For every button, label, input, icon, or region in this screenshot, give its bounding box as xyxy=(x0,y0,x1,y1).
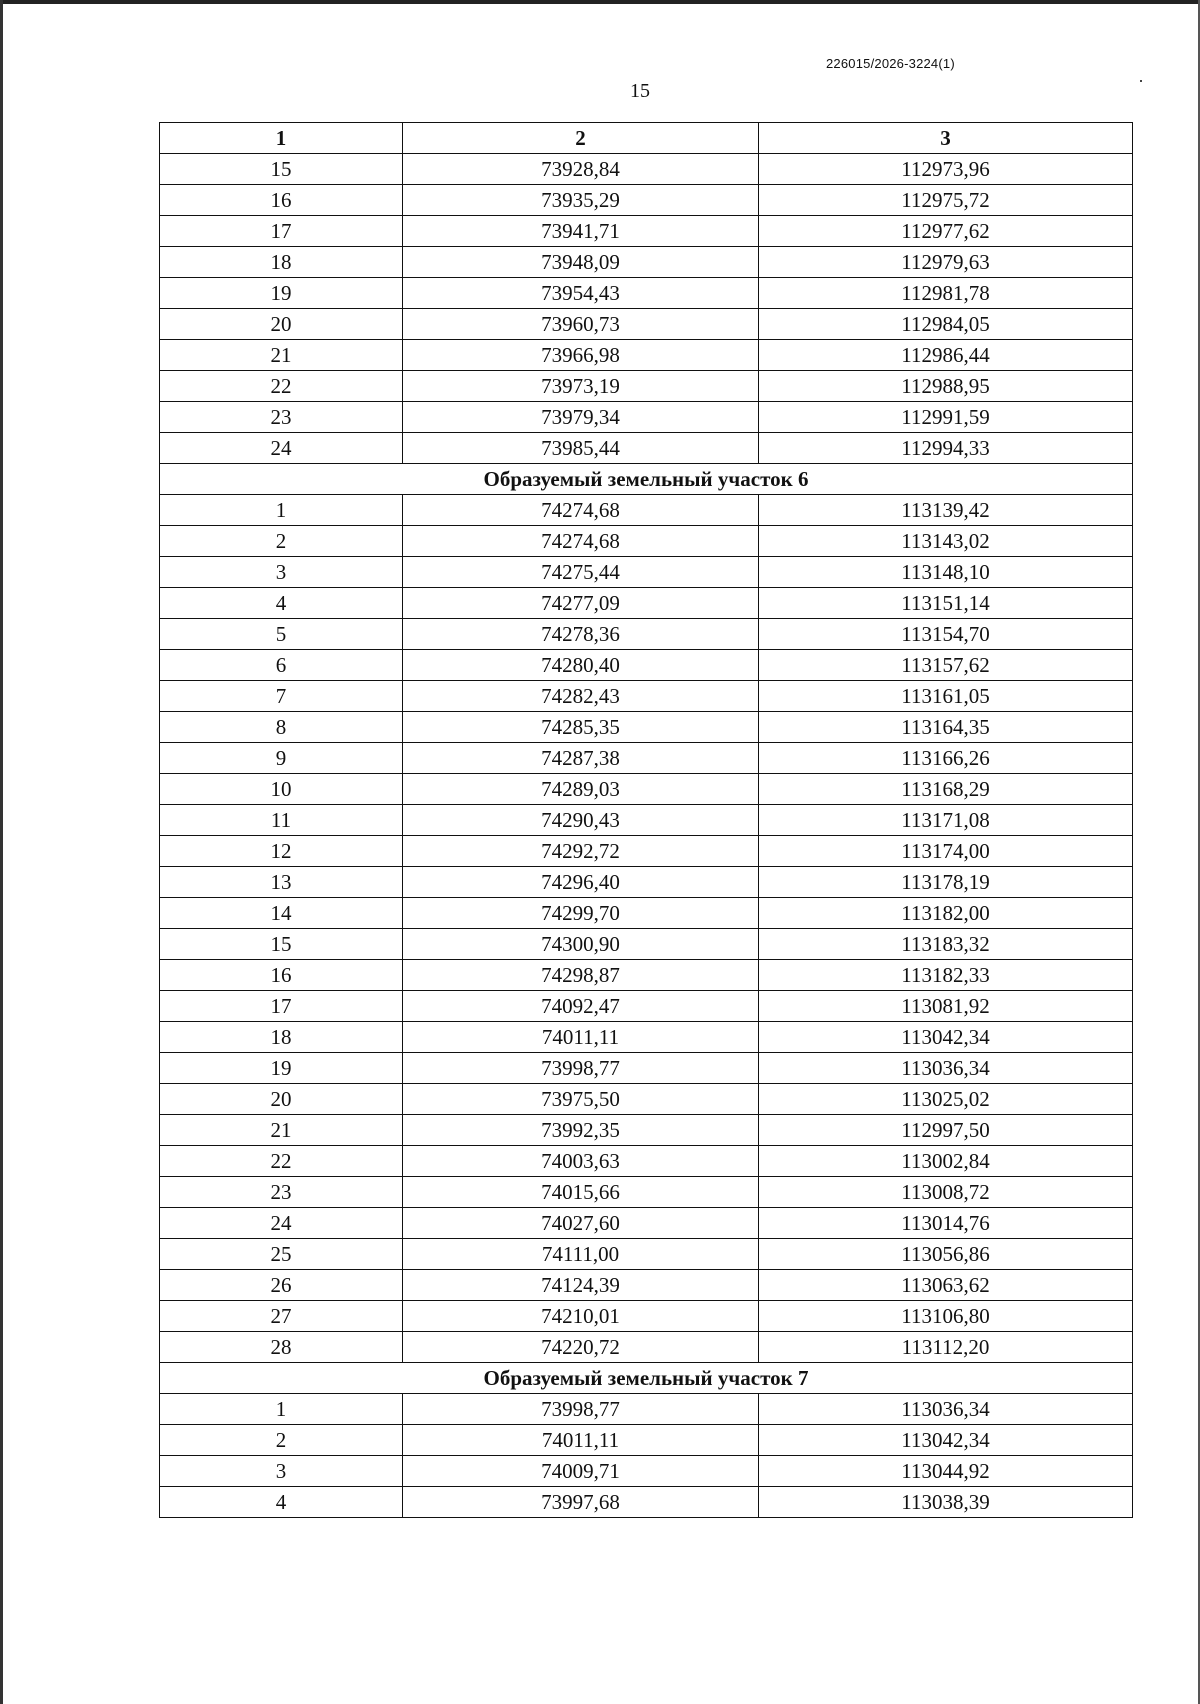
table-row xyxy=(160,588,1133,619)
y-coordinate-cell: 113157,62 xyxy=(759,650,1133,681)
table-row xyxy=(160,1053,1133,1084)
table-row xyxy=(160,309,1133,340)
table-row xyxy=(160,371,1133,402)
x-coordinate-cell: 74274,68 xyxy=(403,526,759,557)
page-number: 15 xyxy=(630,80,650,102)
section-title: Образуемый земельный участок 6 xyxy=(160,464,1133,495)
point-number-cell: 16 xyxy=(160,960,403,991)
x-coordinate-cell: 74275,44 xyxy=(403,557,759,588)
table-row xyxy=(160,340,1133,371)
table-row xyxy=(160,619,1133,650)
table-row xyxy=(160,1456,1133,1487)
y-coordinate-cell: 113148,10 xyxy=(759,557,1133,588)
x-coordinate-cell: 74009,71 xyxy=(403,1456,759,1487)
scan-edge-left xyxy=(0,0,3,1704)
point-number-cell: 23 xyxy=(160,402,403,433)
point-number-cell: 21 xyxy=(160,1115,403,1146)
y-coordinate-cell: 113183,32 xyxy=(759,929,1133,960)
x-coordinate-cell: 74298,87 xyxy=(403,960,759,991)
point-number-cell: 9 xyxy=(160,743,403,774)
y-coordinate-cell: 113025,02 xyxy=(759,1084,1133,1115)
x-coordinate-cell: 74011,11 xyxy=(403,1022,759,1053)
table-header-row xyxy=(160,123,1133,154)
point-number-cell: 20 xyxy=(160,309,403,340)
x-coordinate-cell: 74290,43 xyxy=(403,805,759,836)
x-coordinate-cell: 74111,00 xyxy=(403,1239,759,1270)
table-row xyxy=(160,712,1133,743)
point-number-cell: 24 xyxy=(160,433,403,464)
y-coordinate-cell: 113166,26 xyxy=(759,743,1133,774)
point-number-cell: 15 xyxy=(160,929,403,960)
table-row xyxy=(160,867,1133,898)
y-coordinate-cell: 112991,59 xyxy=(759,402,1133,433)
point-number-cell: 24 xyxy=(160,1208,403,1239)
x-coordinate-cell: 74287,38 xyxy=(403,743,759,774)
point-number-cell: 11 xyxy=(160,805,403,836)
table-row xyxy=(160,433,1133,464)
table-row xyxy=(160,278,1133,309)
y-coordinate-cell: 113171,08 xyxy=(759,805,1133,836)
table-row xyxy=(160,1487,1133,1518)
table-row xyxy=(160,991,1133,1022)
x-coordinate-cell: 74296,40 xyxy=(403,867,759,898)
point-number-cell: 28 xyxy=(160,1332,403,1363)
point-number-cell: 2 xyxy=(160,526,403,557)
table-row xyxy=(160,216,1133,247)
table-row xyxy=(160,1332,1133,1363)
x-coordinate-cell: 74292,72 xyxy=(403,836,759,867)
y-coordinate-cell: 112973,96 xyxy=(759,154,1133,185)
table-row xyxy=(160,557,1133,588)
table-row xyxy=(160,805,1133,836)
point-number-cell: 1 xyxy=(160,1394,403,1425)
point-number-cell: 17 xyxy=(160,991,403,1022)
point-number-cell: 13 xyxy=(160,867,403,898)
y-coordinate-cell: 112979,63 xyxy=(759,247,1133,278)
y-coordinate-cell: 113154,70 xyxy=(759,619,1133,650)
y-coordinate-cell: 113174,00 xyxy=(759,836,1133,867)
section-row xyxy=(160,464,1133,495)
point-number-cell: 1 xyxy=(160,495,403,526)
point-number-cell: 5 xyxy=(160,619,403,650)
x-coordinate-cell: 73997,68 xyxy=(403,1487,759,1518)
table-row xyxy=(160,836,1133,867)
point-number-cell: 22 xyxy=(160,1146,403,1177)
y-coordinate-cell: 113081,92 xyxy=(759,991,1133,1022)
x-coordinate-cell: 73948,09 xyxy=(403,247,759,278)
y-coordinate-cell: 113042,34 xyxy=(759,1425,1133,1456)
table-row xyxy=(160,1301,1133,1332)
column-header-1: 1 xyxy=(160,123,403,154)
y-coordinate-cell: 113036,34 xyxy=(759,1053,1133,1084)
x-coordinate-cell: 73928,84 xyxy=(403,154,759,185)
y-coordinate-cell: 113164,35 xyxy=(759,712,1133,743)
point-number-cell: 27 xyxy=(160,1301,403,1332)
table-row xyxy=(160,743,1133,774)
table-row xyxy=(160,1394,1133,1425)
x-coordinate-cell: 74092,47 xyxy=(403,991,759,1022)
table-row xyxy=(160,495,1133,526)
y-coordinate-cell: 113178,19 xyxy=(759,867,1133,898)
table-row xyxy=(160,898,1133,929)
table-row xyxy=(160,650,1133,681)
y-coordinate-cell: 113143,02 xyxy=(759,526,1133,557)
y-coordinate-cell: 113038,39 xyxy=(759,1487,1133,1518)
column-header-2: 2 xyxy=(403,123,759,154)
x-coordinate-cell: 74015,66 xyxy=(403,1177,759,1208)
point-number-cell: 6 xyxy=(160,650,403,681)
point-number-cell: 4 xyxy=(160,1487,403,1518)
table-body xyxy=(160,154,1133,1518)
point-number-cell: 19 xyxy=(160,278,403,309)
x-coordinate-cell: 74011,11 xyxy=(403,1425,759,1456)
x-coordinate-cell: 74289,03 xyxy=(403,774,759,805)
x-coordinate-cell: 74278,36 xyxy=(403,619,759,650)
y-coordinate-cell: 113008,72 xyxy=(759,1177,1133,1208)
table-row xyxy=(160,154,1133,185)
y-coordinate-cell: 113106,80 xyxy=(759,1301,1133,1332)
scan-edge-top xyxy=(0,0,1200,4)
y-coordinate-cell: 112994,33 xyxy=(759,433,1133,464)
point-number-cell: 20 xyxy=(160,1084,403,1115)
table-row xyxy=(160,1084,1133,1115)
point-number-cell: 8 xyxy=(160,712,403,743)
y-coordinate-cell: 113112,20 xyxy=(759,1332,1133,1363)
table-row xyxy=(160,929,1133,960)
point-number-cell: 22 xyxy=(160,371,403,402)
point-number-cell: 17 xyxy=(160,216,403,247)
table-row xyxy=(160,247,1133,278)
x-coordinate-cell: 73975,50 xyxy=(403,1084,759,1115)
x-coordinate-cell: 74277,09 xyxy=(403,588,759,619)
table-row xyxy=(160,774,1133,805)
document-number: 226015/2026-3224(1) xyxy=(826,56,955,71)
table-row xyxy=(160,1270,1133,1301)
y-coordinate-cell: 113014,76 xyxy=(759,1208,1133,1239)
table-row xyxy=(160,1115,1133,1146)
section-row xyxy=(160,1363,1133,1394)
x-coordinate-cell: 74210,01 xyxy=(403,1301,759,1332)
point-number-cell: 18 xyxy=(160,1022,403,1053)
x-coordinate-cell: 73973,19 xyxy=(403,371,759,402)
point-number-cell: 26 xyxy=(160,1270,403,1301)
x-coordinate-cell: 74285,35 xyxy=(403,712,759,743)
x-coordinate-cell: 74027,60 xyxy=(403,1208,759,1239)
point-number-cell: 16 xyxy=(160,185,403,216)
y-coordinate-cell: 113002,84 xyxy=(759,1146,1133,1177)
y-coordinate-cell: 113139,42 xyxy=(759,495,1133,526)
y-coordinate-cell: 112977,62 xyxy=(759,216,1133,247)
point-number-cell: 10 xyxy=(160,774,403,805)
y-coordinate-cell: 112981,78 xyxy=(759,278,1133,309)
x-coordinate-cell: 73941,71 xyxy=(403,216,759,247)
table-row xyxy=(160,1239,1133,1270)
x-coordinate-cell: 73985,44 xyxy=(403,433,759,464)
scan-speck xyxy=(1140,80,1142,82)
column-header-3: 3 xyxy=(759,123,1133,154)
y-coordinate-cell: 113168,29 xyxy=(759,774,1133,805)
table-row xyxy=(160,185,1133,216)
table-row xyxy=(160,1146,1133,1177)
y-coordinate-cell: 112984,05 xyxy=(759,309,1133,340)
point-number-cell: 15 xyxy=(160,154,403,185)
point-number-cell: 19 xyxy=(160,1053,403,1084)
table-row xyxy=(160,526,1133,557)
x-coordinate-cell: 74220,72 xyxy=(403,1332,759,1363)
point-number-cell: 4 xyxy=(160,588,403,619)
y-coordinate-cell: 112988,95 xyxy=(759,371,1133,402)
x-coordinate-cell: 73979,34 xyxy=(403,402,759,433)
table-row xyxy=(160,960,1133,991)
point-number-cell: 23 xyxy=(160,1177,403,1208)
x-coordinate-cell: 74003,63 xyxy=(403,1146,759,1177)
point-number-cell: 3 xyxy=(160,1456,403,1487)
point-number-cell: 25 xyxy=(160,1239,403,1270)
x-coordinate-cell: 74300,90 xyxy=(403,929,759,960)
x-coordinate-cell: 74299,70 xyxy=(403,898,759,929)
point-number-cell: 12 xyxy=(160,836,403,867)
x-coordinate-cell: 73954,43 xyxy=(403,278,759,309)
x-coordinate-cell: 73935,29 xyxy=(403,185,759,216)
x-coordinate-cell: 73998,77 xyxy=(403,1053,759,1084)
y-coordinate-cell: 112997,50 xyxy=(759,1115,1133,1146)
y-coordinate-cell: 113036,34 xyxy=(759,1394,1133,1425)
x-coordinate-cell: 74282,43 xyxy=(403,681,759,712)
point-number-cell: 3 xyxy=(160,557,403,588)
x-coordinate-cell: 74280,40 xyxy=(403,650,759,681)
table-row xyxy=(160,1208,1133,1239)
y-coordinate-cell: 113056,86 xyxy=(759,1239,1133,1270)
point-number-cell: 14 xyxy=(160,898,403,929)
y-coordinate-cell: 113182,00 xyxy=(759,898,1133,929)
x-coordinate-cell: 73960,73 xyxy=(403,309,759,340)
y-coordinate-cell: 112975,72 xyxy=(759,185,1133,216)
point-number-cell: 7 xyxy=(160,681,403,712)
table-row xyxy=(160,1425,1133,1456)
point-number-cell: 21 xyxy=(160,340,403,371)
section-title: Образуемый земельный участок 7 xyxy=(160,1363,1133,1394)
x-coordinate-cell: 74124,39 xyxy=(403,1270,759,1301)
table-row xyxy=(160,402,1133,433)
y-coordinate-cell: 113063,62 xyxy=(759,1270,1133,1301)
y-coordinate-cell: 113151,14 xyxy=(759,588,1133,619)
table-row xyxy=(160,1177,1133,1208)
x-coordinate-cell: 73992,35 xyxy=(403,1115,759,1146)
x-coordinate-cell: 74274,68 xyxy=(403,495,759,526)
y-coordinate-cell: 113044,92 xyxy=(759,1456,1133,1487)
y-coordinate-cell: 112986,44 xyxy=(759,340,1133,371)
y-coordinate-cell: 113182,33 xyxy=(759,960,1133,991)
table-row xyxy=(160,681,1133,712)
x-coordinate-cell: 73966,98 xyxy=(403,340,759,371)
table-row xyxy=(160,1022,1133,1053)
point-number-cell: 2 xyxy=(160,1425,403,1456)
point-number-cell: 18 xyxy=(160,247,403,278)
x-coordinate-cell: 73998,77 xyxy=(403,1394,759,1425)
coordinates-table xyxy=(159,122,1133,1518)
y-coordinate-cell: 113042,34 xyxy=(759,1022,1133,1053)
y-coordinate-cell: 113161,05 xyxy=(759,681,1133,712)
